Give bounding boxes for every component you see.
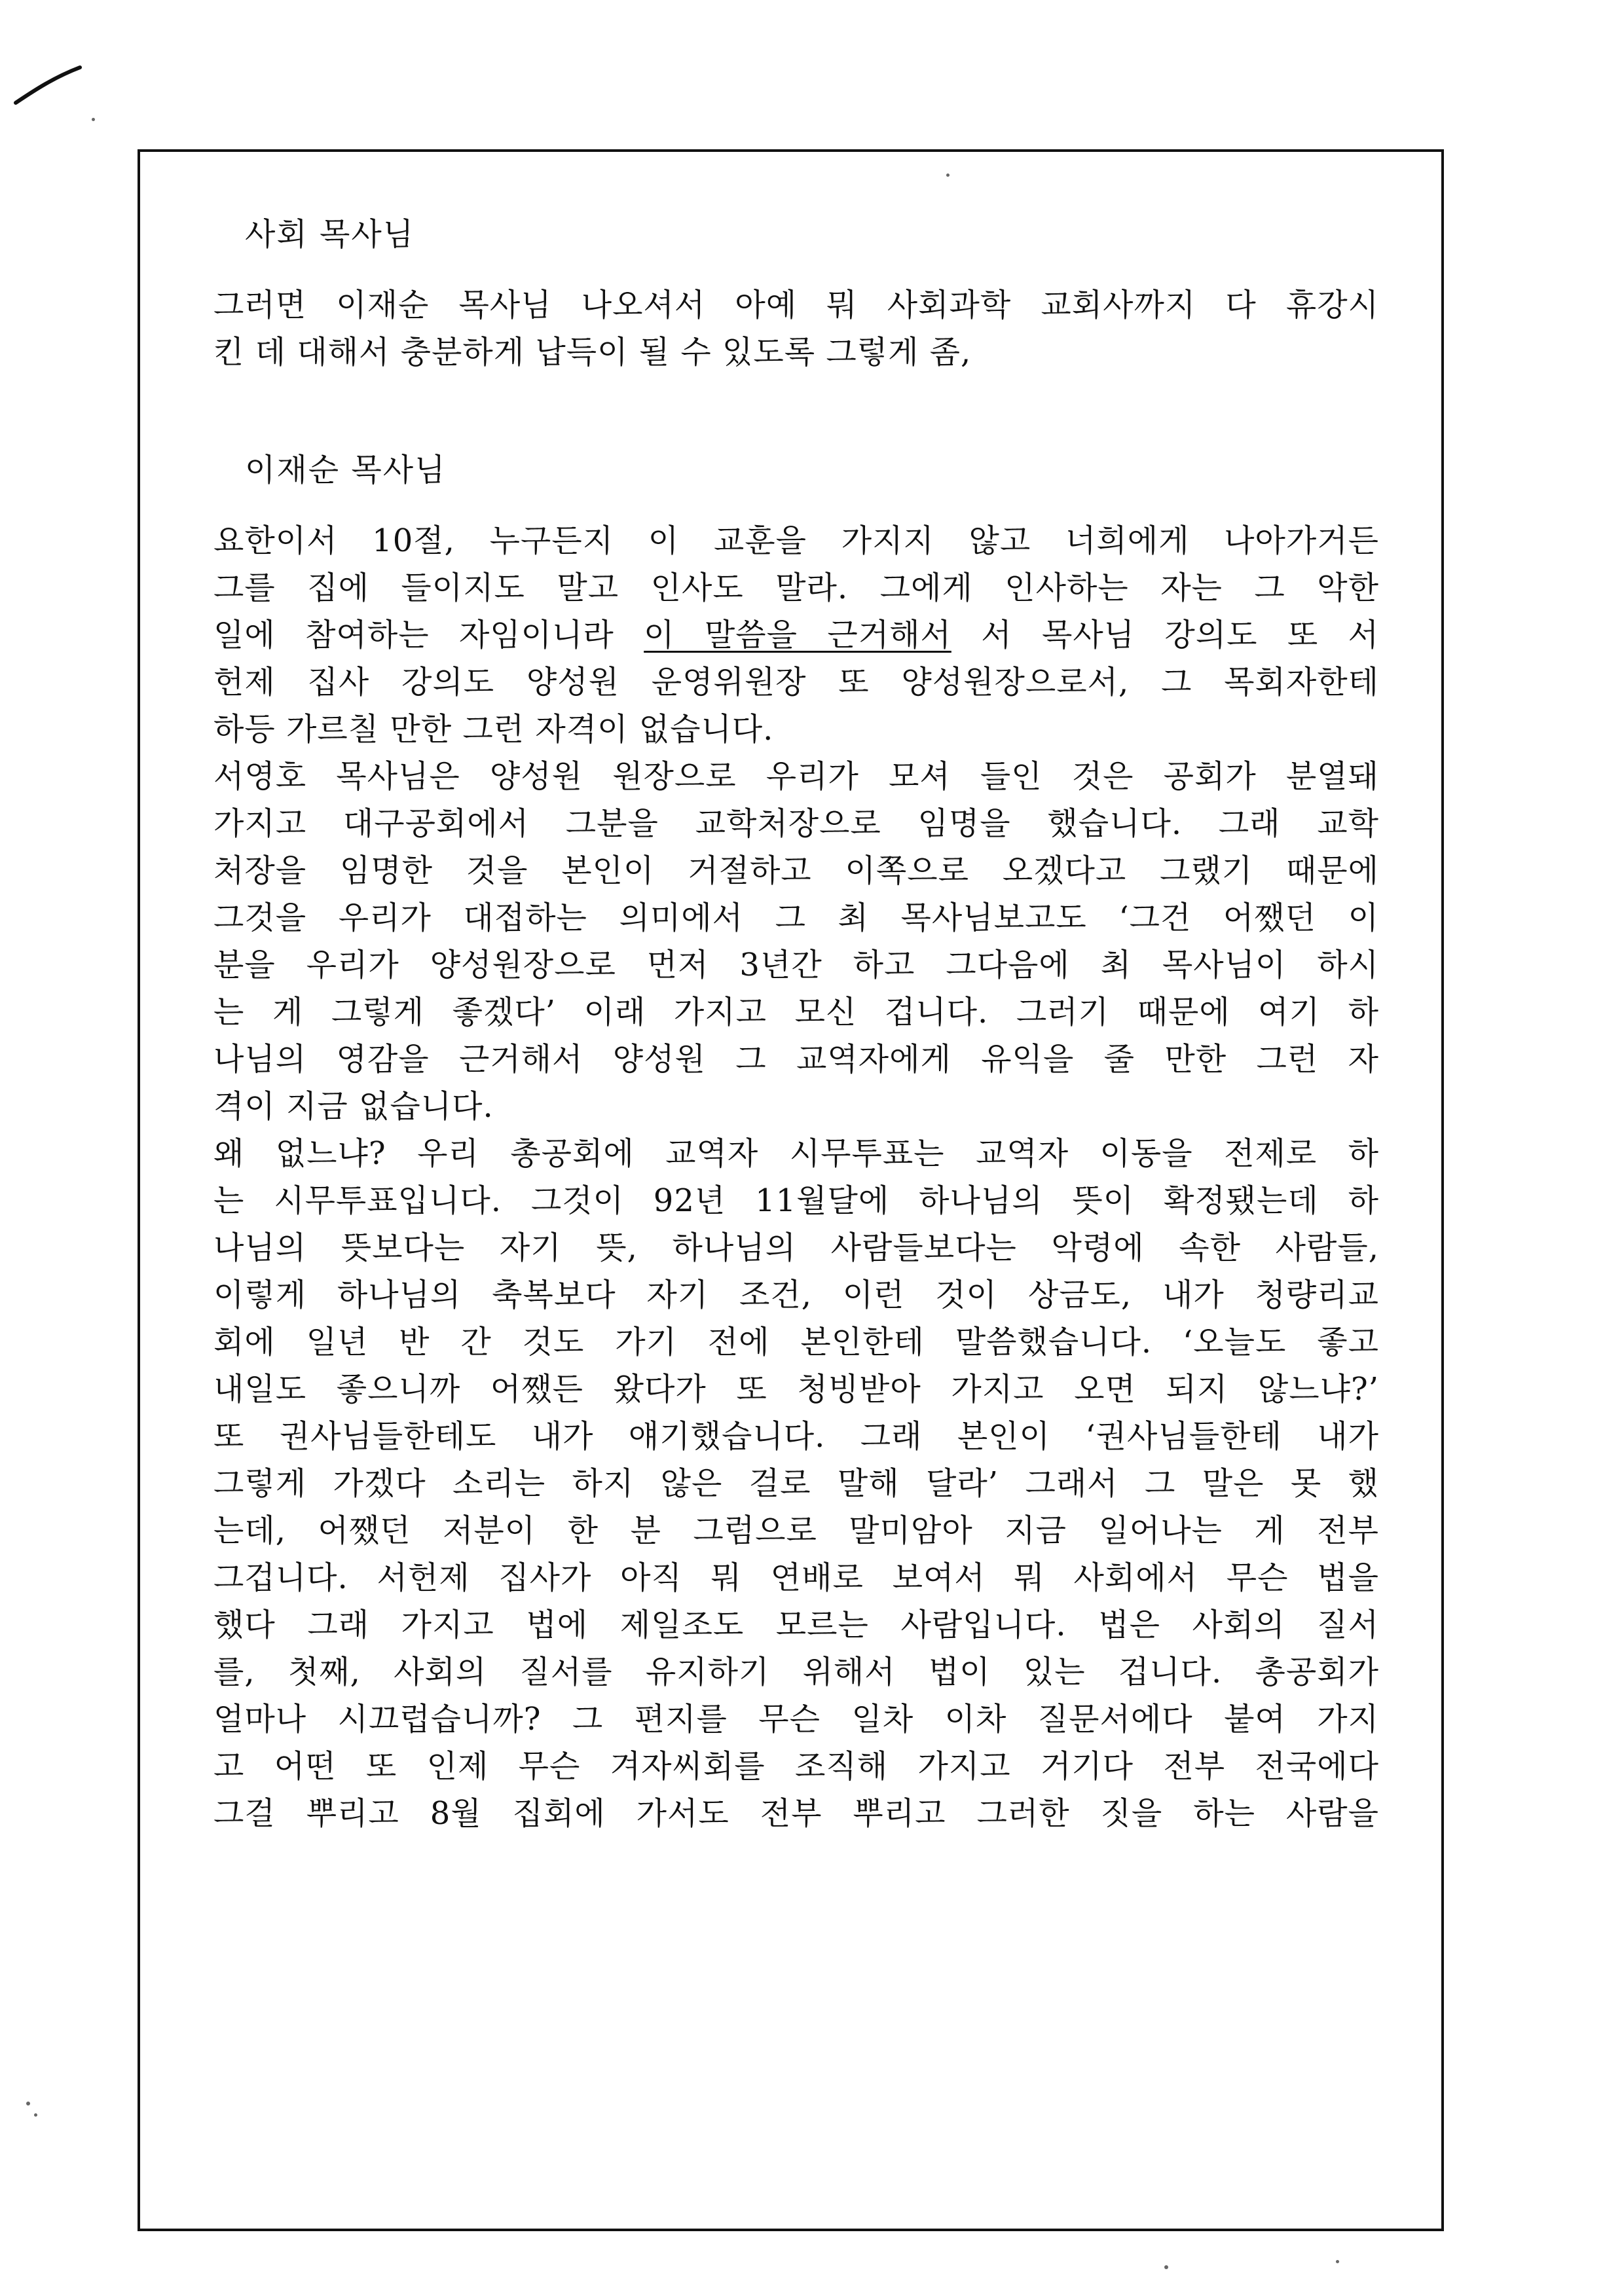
text-line: 이렇게 하나님의 축복보다 자기 조건, 이런 것이 상금도, 내가 청량리교 bbox=[213, 1277, 1379, 1313]
text-line: 격이 지금 없습니다. bbox=[213, 1088, 494, 1125]
text-line: 그것을 우리가 대접하는 의미에서 그 최 목사님보고도 ‘그건 어쨌던 이 bbox=[213, 900, 1379, 936]
scan-speck bbox=[92, 118, 95, 121]
text-line: 를, 첫째, 사회의 질서를 유지하기 위해서 법이 있는 겁니다. 총공회가 bbox=[213, 1654, 1379, 1690]
text-line: 그겁니다. 서헌제 집사가 아직 뭐 연배로 보여서 뭐 사회에서 무슨 법을 bbox=[213, 1559, 1379, 1596]
text-line: 했다 그래 가지고 법에 제일조도 모르는 사람입니다. 법은 사회의 질서 bbox=[213, 1607, 1379, 1643]
text-line: 그를 집에 들이지도 말고 인사도 말라. 그에게 인사하는 자는 그 악한 bbox=[213, 570, 1379, 606]
text-line: 왜 없느냐? 우리 총공회에 교역자 시무투표는 교역자 이동을 전제로 하 bbox=[213, 1135, 1379, 1172]
text-line: 요한이서 10절, 누구든지 이 교훈을 가지지 않고 너희에게 나아가거든 bbox=[213, 522, 1379, 559]
text-line: 그걸 뿌리고 8월 집회에 가서도 전부 뿌리고 그러한 짓을 하는 사람을 bbox=[213, 1795, 1379, 1832]
text-line: 헌제 집사 강의도 양성원 운영위원장 또 양성원장으로서, 그 목회자한테 bbox=[213, 664, 1379, 701]
scan-speck bbox=[1336, 2260, 1339, 2263]
text-line: 나님의 뜻보다는 자기 뜻, 하나님의 사람들보다는 악령에 속한 사람들, bbox=[213, 1230, 1379, 1266]
speaker-label: 이재순 목사님 bbox=[245, 452, 447, 488]
transcript-body bbox=[213, 211, 1379, 1884]
text-line: 얼마나 시끄럽습니까? 그 편지를 무슨 일차 이차 질문서에다 붙여 가지 bbox=[213, 1701, 1379, 1738]
pen-stroke-mark bbox=[12, 62, 84, 108]
text-line: 분을 우리가 양성원장으로 먼저 3년간 하고 그다음에 최 목사님이 하시 bbox=[213, 947, 1379, 983]
text-line: 그러면 이재순 목사님 나오셔서 아예 뭐 사회과학 교회사까지 다 휴강시 bbox=[213, 287, 1379, 323]
text-line: 처장을 임명한 것을 본인이 거절하고 이쪽으로 오겠다고 그랬기 때문에 bbox=[213, 852, 1379, 889]
scan-speck bbox=[1164, 2265, 1168, 2269]
text-segment: 일에 참여하는 자임이니라 bbox=[213, 617, 644, 653]
text-line: 킨 데 대해서 충분하게 납득이 될 수 있도록 그렇게 좀, bbox=[213, 334, 972, 371]
text-line: 가지고 대구공회에서 그분을 교학처장으로 임명을 했습니다. 그래 교학 bbox=[213, 805, 1379, 842]
text-line: 는 시무투표입니다. 그것이 92년 11월달에 하나님의 뜻이 확정됐는데 하 bbox=[213, 1182, 1379, 1219]
text-line: 고 어떤 또 인제 무슨 겨자씨회를 조직해 가지고 거기다 전부 전국에다 bbox=[213, 1748, 1379, 1785]
text-line: 또 권사님들한테도 내가 얘기했습니다. 그래 본인이 ‘권사님들한테 내가 bbox=[213, 1418, 1379, 1455]
underlined-phrase: 이 말씀을 근거해서 bbox=[644, 617, 951, 653]
text-line-with-underline bbox=[213, 611, 1379, 659]
text-segment: 서 목사님 강의도 또 서 bbox=[951, 617, 1379, 653]
text-line: 내일도 좋으니까 어쨌든 왔다가 또 청빙받아 가지고 오면 되지 않느냐?’ bbox=[213, 1371, 1379, 1408]
text-line: 는데, 어쨌던 저분이 한 분 그럼으로 말미암아 지금 일어나는 게 전부 bbox=[213, 1512, 1379, 1549]
speaker-label: 사회 목사님 bbox=[245, 216, 415, 253]
text-line: 그렇게 가겠다 소리는 하지 않은 걸로 말해 달라’ 그래서 그 말은 못 했 bbox=[213, 1465, 1379, 1502]
text-line: 는 게 그렇게 좋겠다’ 이래 가지고 모신 겁니다. 그러기 때문에 여기 하 bbox=[213, 994, 1379, 1030]
text-line: 하등 가르칠 만한 그런 자격이 없습니다. bbox=[213, 711, 774, 748]
text-line: 나님의 영감을 근거해서 양성원 그 교역자에게 유익을 줄 만한 그런 자 bbox=[213, 1041, 1379, 1078]
text-line: 서영호 목사님은 양성원 원장으로 우리가 모셔 들인 것은 공회가 분열돼 bbox=[213, 758, 1379, 795]
text-line: 회에 일년 반 간 것도 가기 전에 본인한테 말씀했습니다. ‘오늘도 좋고 bbox=[213, 1324, 1379, 1360]
text-line bbox=[213, 1837, 1379, 1884]
page-border bbox=[138, 149, 1444, 2231]
scan-speck bbox=[26, 2102, 30, 2105]
scan-speck bbox=[34, 2113, 37, 2117]
